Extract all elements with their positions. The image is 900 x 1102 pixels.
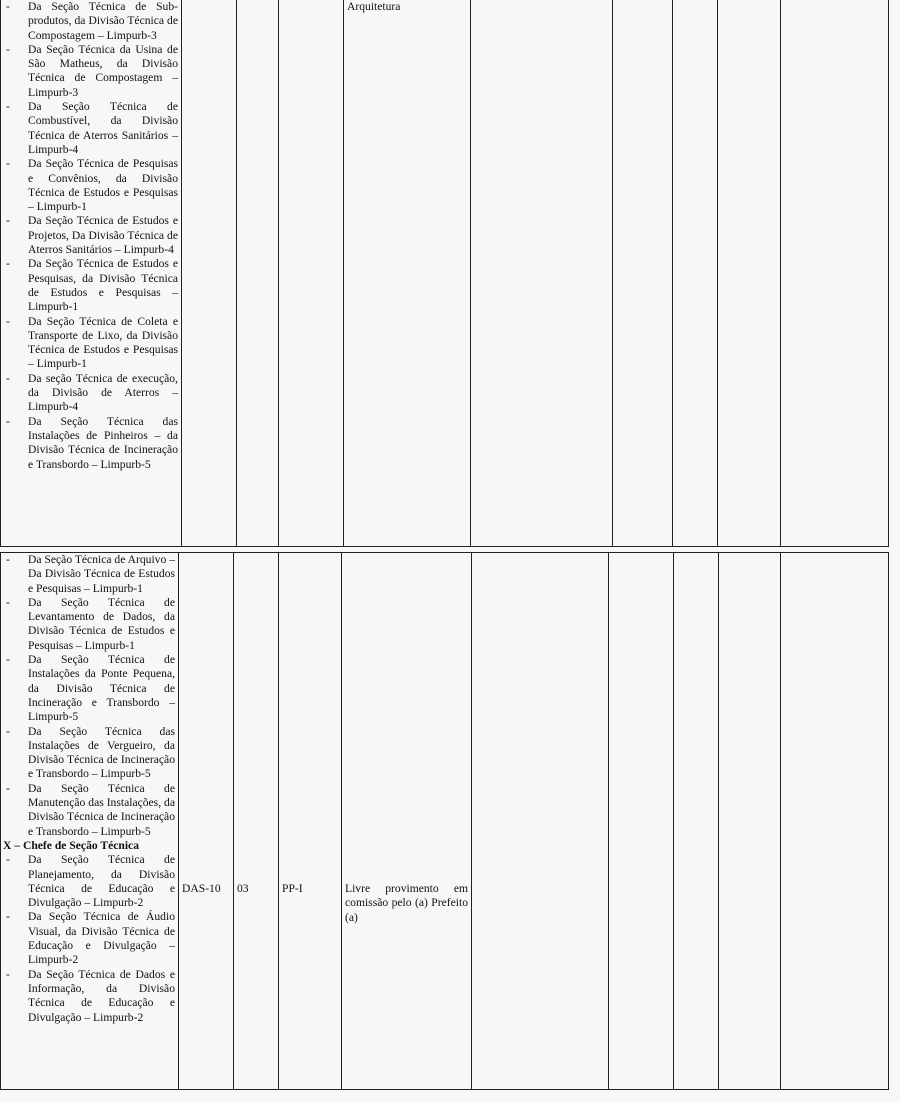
list-item: - Da Seção Técnica de Estudos e Projetos, Da Divisão Técnica de Aterros Sanitários – Limpurb-4 (4, 214, 178, 257)
pp-cell (279, 553, 342, 1090)
table-row (1, 553, 889, 1090)
empty-cell (609, 553, 674, 1090)
empty-cell (673, 0, 718, 547)
unit-list-cell (1, 0, 182, 547)
list-item: - Da Seção Técnica das Instalações de Pinheiros – da Divisão Técnica de Incineração e Transbordo – Limpurb-5 (4, 415, 178, 472)
list-item: - Da Seção Técnica de Manutenção das Instalações, da Divisão Técnica de Incineração e Transbordo – Limpurb-5 (4, 782, 175, 839)
pp-cell (279, 0, 344, 547)
qty-value: 03 (237, 882, 249, 895)
qty-cell (237, 0, 279, 547)
ref-cell (179, 553, 234, 1090)
provimento-text: Livre provimento em comissão pelo (a) Prefeito (a) (345, 882, 468, 924)
cargos-table-bottom (0, 552, 889, 1090)
requirement-text: Arquitetura (347, 0, 401, 13)
empty-cell (718, 0, 781, 547)
list-item: - Da Seção Técnica de Áudio Visual, da Divisão Técnica de Educação e Divulgação – Limpurb-2 (4, 910, 175, 967)
list-item: - Da Seção Técnica de Pesquisas e Convênios, da Divisão Técnica de Estudos e Pesquisas – Limpurb-1 (4, 157, 178, 214)
empty-cell (472, 553, 609, 1090)
qty-cell (234, 553, 279, 1090)
list-item: - Da Seção Técnica de Levantamento de Dados, da Divisão Técnica de Estudos e Pesquisas – Limpurb-1 (4, 596, 175, 653)
position-heading: X – Chefe de Seção Técnica (3, 838, 139, 852)
list-item: - Da Seção Técnica de Combustível, da Divisão Técnica de Aterros Sanitários – Limpurb-4 (4, 100, 178, 157)
pp-value: PP-I (282, 882, 303, 895)
empty-cell (719, 553, 781, 1090)
list-item: - Da Seção Técnica de Dados e Informação, da Divisão Técnica de Educação e Divulgação – Limpurb-2 (4, 968, 175, 1025)
list-item: - Da seção Técnica de execução, da Divisão de Aterros – Limpurb-4 (4, 372, 178, 415)
provimento-cell (342, 553, 472, 1090)
list-item: - Da Seção Técnica de Estudos e Pesquisas, da Divisão Técnica de Estudos e Pesquisas – Limpurb-1 (4, 257, 178, 314)
empty-cell (613, 0, 673, 547)
unit-list (4, 0, 178, 472)
requirement-cell (344, 0, 471, 547)
ref-cell (182, 0, 237, 547)
list-item: - Da Seção Técnica de Instalações da Ponte Pequena, da Divisão Técnica de Incineração e Transbordo – Limpurb-5 (4, 653, 175, 724)
empty-cell (471, 0, 613, 547)
list-item: - Da Seção Técnica de Coleta e Transporte de Lixo, da Divisão Técnica de Estudos e Pesquisas – Limpurb-1 (4, 315, 178, 372)
list-item: - Da Seção Técnica de Planejamento, da Divisão Técnica de Educação e Divulgação – Limpurb-2 (4, 853, 175, 910)
table-row (1, 0, 889, 547)
list-item: - Da Seção Técnica de Sub-produtos, da Divisão Técnica de Compostagem – Limpurb-3 (4, 0, 178, 43)
unit-list-cell (1, 553, 179, 1090)
list-item: - Da Seção Técnica de Arquivo – Da Divisão Técnica de Estudos e Pesquisas – Limpurb-1 (4, 553, 175, 596)
unit-list (4, 553, 175, 839)
list-item: - Da Seção Técnica das Instalações de Vergueiro, da Divisão Técnica de Incineração e Transbordo – Limpurb-5 (4, 725, 175, 782)
list-item: - Da Seção Técnica da Usina de São Matheus, da Divisão Técnica de Compostagem – Limpurb-3 (4, 43, 178, 100)
das-value: DAS-10 (182, 882, 221, 895)
empty-cell (781, 0, 889, 547)
empty-cell (674, 553, 719, 1090)
empty-cell (781, 553, 889, 1090)
unit-list-2 (4, 853, 175, 1025)
cargos-table-top (0, 0, 889, 547)
